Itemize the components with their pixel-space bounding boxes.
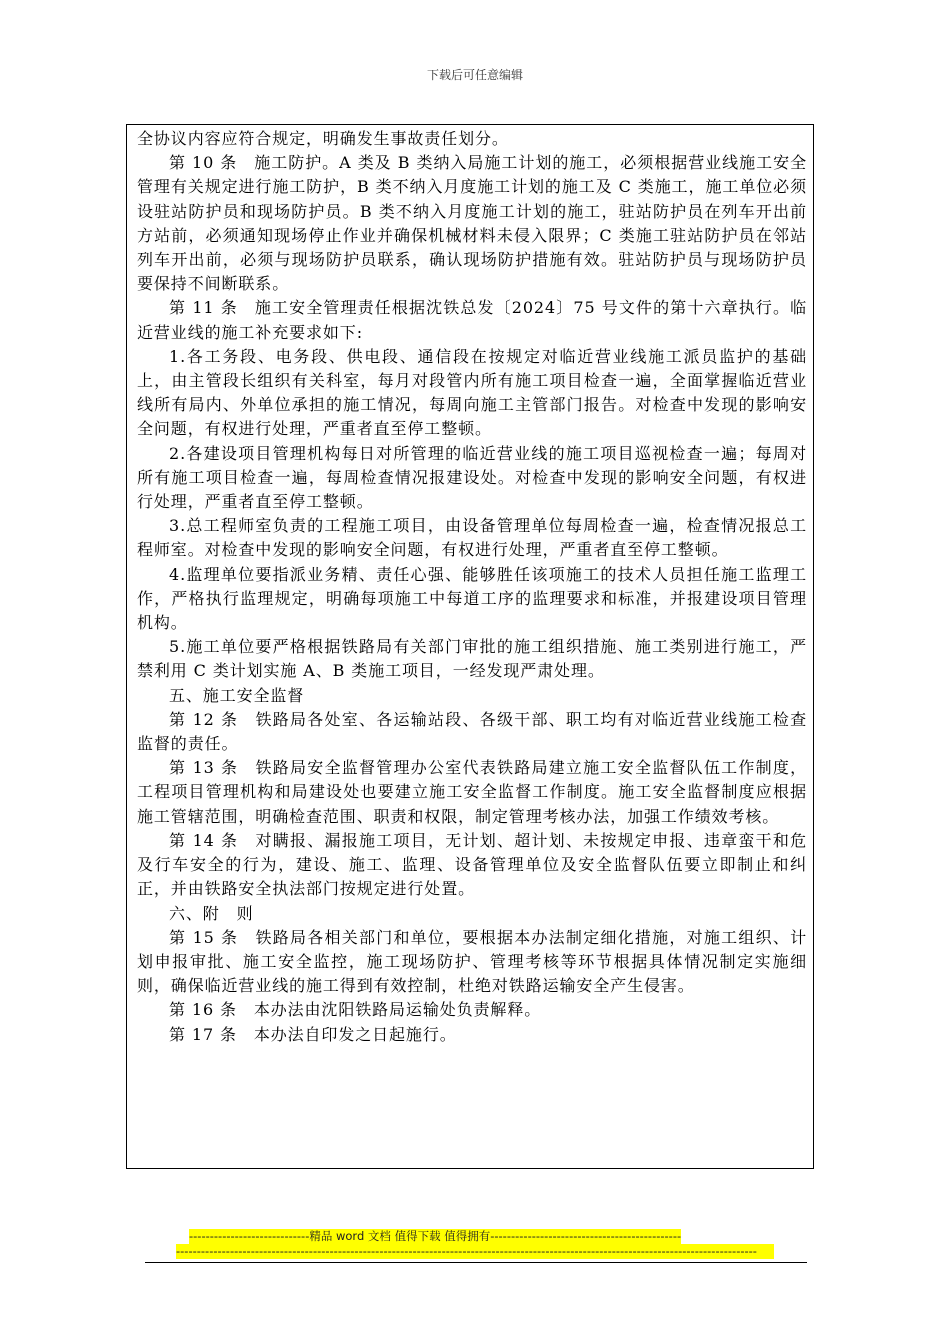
page-header-note: 下载后可任意编辑 [426, 68, 523, 82]
section-heading-6: 六、附 则 [169, 903, 254, 923]
footer-banner [176, 1229, 776, 1263]
article-13: 第 13 条 铁路局安全监督管理办公室代表铁路局建立施工安全监督队伍工作制度，工程项目管理机构和局建设处也要建立施工安全监督工作制度。施工安全监督制度应根据施工管辖范围，明确检查范围、职责和权限，制定管理考核办法，加强工作绩效考核。 [137, 758, 807, 826]
list-item-5: 5.施工单位要严格根据铁路局有关部门审批的施工组织措施、施工类别进行施工，严禁利用 C 类计划实施 A、B 类施工项目，一经发现严肃处理。 [137, 637, 807, 681]
article-11: 第 11 条 施工安全管理责任根据沈铁总发〔2024〕75 号文件的第十六章执行。临近营业线的施工补充要求如下: [137, 298, 807, 342]
list-item-2: 2.各建设项目管理机构每日对所管理的临近营业线的施工项目巡视检查一遍；每周对所有施工项目检查一遍，每周检查情况报建设处。对检查中发现的影响安全问题，有权进行处理，严重者直至停工整顿。 [137, 443, 807, 512]
article-12: 第 12 条 铁路局各处室、各运输站段、各级干部、职工均有对临近营业线施工检查监督的责任。 [137, 709, 807, 754]
footer-divider [145, 1262, 807, 1263]
document-frame [126, 124, 814, 1169]
article-10: 第 10 条 施工防护。A 类及 B 类纳入局施工计划的施工，必须根据营业线施工安全管理有关规定进行施工防护，B 类不纳入月度施工计划的施工及 C 类施工，施工单位必须设驻站防护员和现场防护员。B 类不纳入月度施工计划的施工，驻站防护员在列车开出前方站前，必须通知现场停止作业并确保机械材料未侵入限界；C 类施工驻站防护员在邻站列车开出前，必须与现场防护员联系，确认现场防护措施有效。驻站防护员与现场防护员要保持不间断联系。 [137, 153, 807, 294]
article-17: 第 17 条 本办法自印发之日起施行。 [169, 1024, 457, 1044]
footer-banner-line2: -------------------------------------------------------------------------------------------------------------------------------------------- [176, 1244, 774, 1259]
list-item-4: 4.监理单位要指派业务精、责任心强、能够胜任该项施工的技术人员担任施工监理工作，严格执行监理规定，明确每项施工中每道工序的监理要求和标准，并报建设项目管理机构。 [137, 564, 807, 633]
article-15: 第 15 条 铁路局各相关部门和单位，要根据本办法制定细化措施，对施工组织、计划申报审批、施工安全监控，施工现场防护、管理考核等环节根据具体情况制定实施细则，确保临近营业线的施工得到有效控制，杜绝对铁路运输安全产生侵害。 [137, 927, 807, 996]
list-item-1: 1.各工务段、电务段、供电段、通信段在按规定对临近营业线施工派员监护的基础上，由主管段长组织有关科室，每月对段管内所有施工项目检查一遍，全面掌握临近营业线所有局内、外单位承担的施工情况，每周向施工主管部门报告。对检查中发现的影响安全问题，有权进行处理，严重者直至停工整顿。 [137, 346, 807, 439]
footer-banner-line1: -----------------------------精品 word 文档 值得下载 值得拥有---------------------------------------------- [189, 1229, 682, 1243]
paragraph-continuation: 全协议内容应符合规定，明确发生事故责任划分。 [137, 129, 509, 148]
article-16: 第 16 条 本办法由沈阳铁路局运输处负责解释。 [169, 1000, 542, 1020]
article-14: 第 14 条 对瞒报、漏报施工项目，无计划、超计划、未按规定申报、违章蛮干和危及行车安全的行为，建设、施工、监理、设备管理单位及安全监督队伍要立即制止和纠正，并由铁路安全执法部门按规定进行处置。 [137, 830, 807, 899]
document-body [137, 127, 807, 1047]
section-heading-5: 五、施工安全监督 [169, 685, 305, 705]
list-item-3: 3.总工程师室负责的工程施工项目，由设备管理单位每周检查一遍，检查情况报总工程师室。对检查中发现的影响安全问题，有权进行处理，严重者直至停工整顿。 [137, 516, 807, 560]
